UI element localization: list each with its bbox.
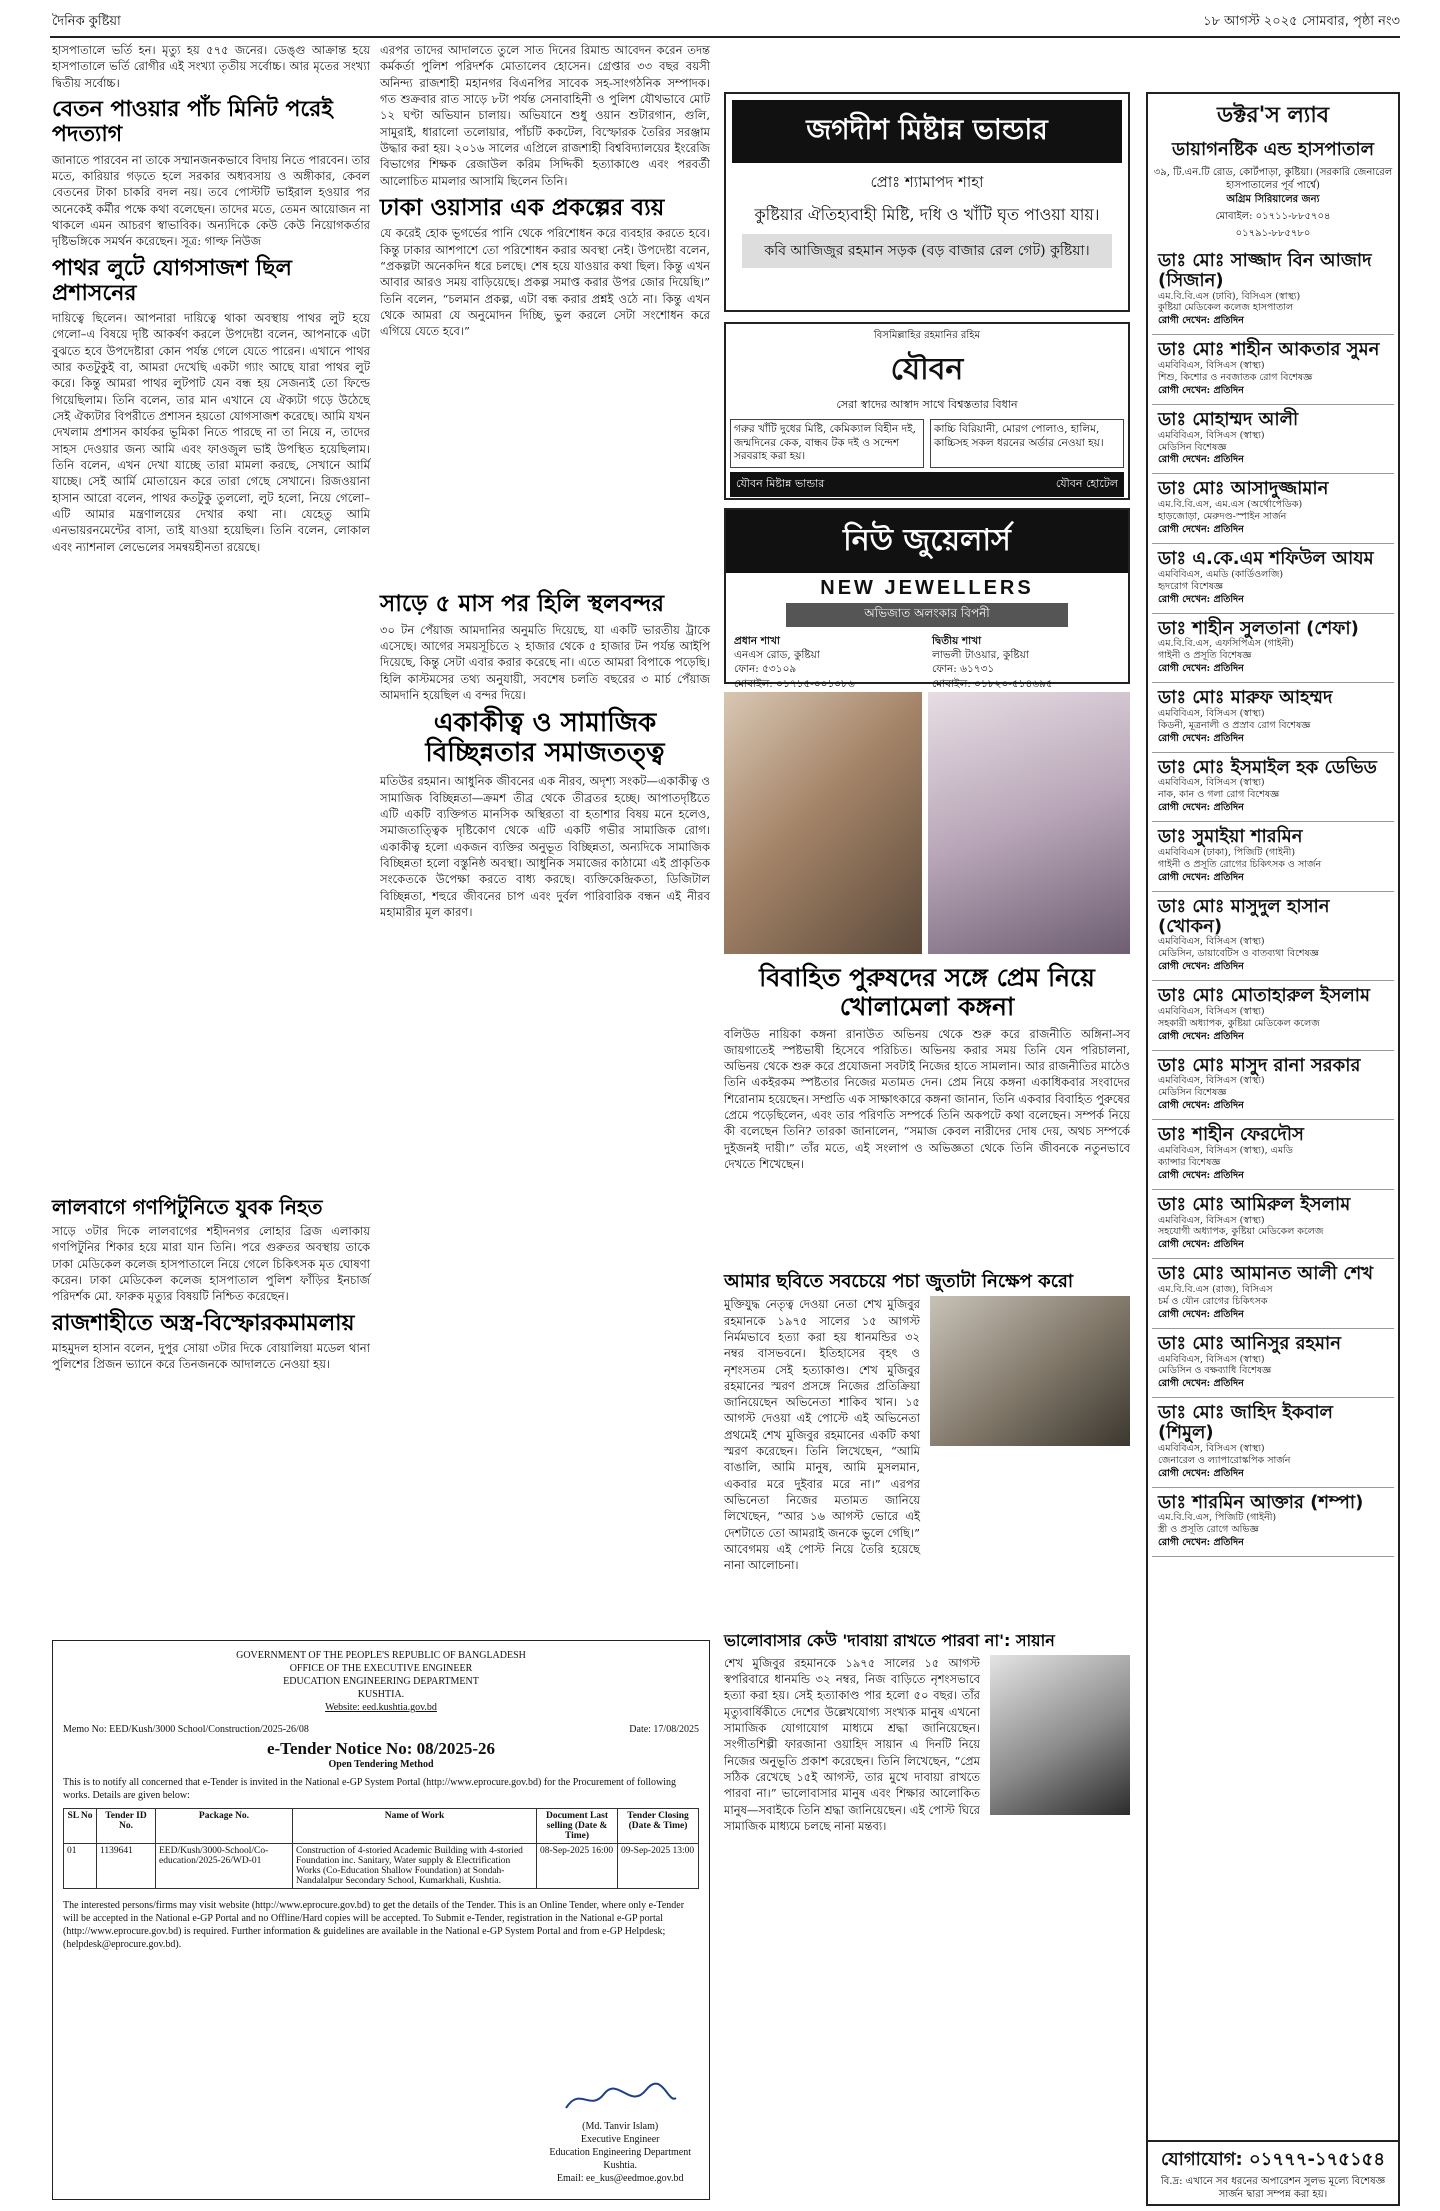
ad-owner: প্রোঃ শ্যামাপদ শাহা xyxy=(870,173,984,191)
table-header: Tender Closing (Date & Time) xyxy=(618,1809,699,1844)
column-2 xyxy=(380,42,710,1632)
hospital-ad xyxy=(1146,92,1400,2202)
article-headline: পাথর লুটে যোগসাজশ ছিল প্রশাসনের xyxy=(52,255,292,306)
article-headline: বিবাহিত পুরুষদের সঙ্গে প্রেম নিয়ে খোলামেলা কঙ্গনা xyxy=(759,963,1095,1021)
intro-text: হাসপাতালে ভর্তি হন। মৃত্যু হয় ৫৭৫ জনের। ডেঙ্গু আক্রান্ত হয়ে হাসপাতালে ভর্তি রোগীর এই সংখ্যা তৃতীয় সর্বোচ্চ। আর মৃতের সংখ্যা দ্বিতীয় সর্বোচ্চ। xyxy=(52,43,370,90)
article-headline: সাড়ে ৫ মাস পর হিলি স্থলবন্দর xyxy=(380,591,665,618)
memo-no: Memo No: EED/Kush/3000 School/Construction/2025-26/08 xyxy=(63,1724,309,1735)
article-body: মুক্তিযুদ্ধ নেতৃত্ব দেওয়া নেতা শেখ মুজিবুর রহমানকে ১৯৭৫ সালের ১৫ আগস্ট নির্মমভাবে হত্যা করা হয় ধানমন্ডির ৩২ নম্বর বাসভবনে। ইতিহাসের বৃহৎ ও নৃশংসতম সেই হত্যাকাণ্ড। শেখ মুজিবুর রহমানের স্মরণ প্রসঙ্গে নিজের প্রতিক্রিয়া জানিয়েছেন অভিনেতা শাকিব খান। ১৫ আগস্ট দেওয়া এই পোস্টে এই অভিনেতা প্রথমেই শেখ মুজিবুর রহমানের একটি কথা স্মরণ করেছেন। তিনি লিখেছেন, “আমি বাঙালি, আমি মানুষ, আমি মুসলমান, একবার মরে দুইবার মরে না।” এরপর অভিনেতা নিজের মতামত জানিয়ে লিখেছেন, “আর ১৬ আগস্ট ভোরে এই দেশটাতে তো আমরাই জনকে ভুলে গেছি।” আবেগময় এই পোস্ট নিয়ে তৈরি হয়েছে নানা আলোচনা। xyxy=(724,1297,920,1573)
table-cell: 08-Sep-2025 16:00 xyxy=(537,1844,618,1889)
article-body: জানাতে পারবেন না তাকে সম্মানজনকভাবে বিদায় নিতে পারবেন। তার মতে, কারিয়ার গড়তে হলে সরকার অধ্যবসায় ও অঙ্গীকার, কেবল বেতনের টাকা চাকরি বদল নয়। তবে পোস্টটি ভাইরাল হওয়ার পর অনেকেই কর্মীর পক্ষে কথা বলেছেন। তাদের মতে, তেমন আয়োজন না থাকলে এমন আচরণ স্বাভাবিক। অন্যদিকে কেউ কেউ নিয়োগকর্তার দৃষ্টিভঙ্গিকে সমর্থন করেছেন। সূত্র: গাল্ফ নিউজ xyxy=(52,152,370,249)
article-headline: বেতন পাওয়ার পাঁচ মিনিট পরেই পদত্যাগ xyxy=(52,96,333,148)
table-header: Package No. xyxy=(156,1809,293,1844)
article-body: মতিউর রহমান। আধুনিক জীবনের এক নীরব, অদৃশ্য সংকট—একাকীত্ব ও সামাজিক বিচ্ছিন্নতা—ক্রমশ তীব্র থেকে তীব্রতর হচ্ছে। আপাতদৃষ্টিতে এটি একটি ব্যক্তিগত মানসিক অস্থিরতা বা হতাশার বিষয় মনে হলেও, সমাজতাত্ত্বিক দৃষ্টিকোণ থেকে এটি একটি গভীর সামাজিক রোগ। একাকীত্ব হলো একজন ব্যক্তির অনুভূত বিচ্ছিন্নতা, অন্যদিকে সামাজিক বিচ্ছিন্নতা হলো বস্তুনিষ্ঠ অবস্থা। আধুনিক সমাজের কাঠামো এই প্রাকৃতিক সংকেতকে উপেক্ষা করতে বাধ্য করছে। ব্যক্তিকেন্দ্রিকতা, ডিজিটাল বিচ্ছিন্নতা, শহুরে জীবনের চাপ এবং দুর্বল পারিবারিক বন্ধন এই নীরব মহামারীর মূল কারণ। xyxy=(380,774,710,919)
doctor-card: ডাঃ শাহীন ফেরদৌস এমবিবিএস, বিসিএস (স্বাস্থ্য), এমডি ক্যান্সার বিশেষজ্ঞ রোগী দেখেন: প্রতিদিন xyxy=(1152,1120,1394,1190)
newspaper-name: দৈনিক কুষ্টিয়া xyxy=(52,14,121,29)
doctor-card: ডাঃ মোঃ মোতাহারুল ইসলাম এমবিবিএস, বিসিএস (স্বাস্থ্য) সহকারী অধ্যাপক, কুষ্টিয়া মেডিকেল কলেজ রোগী দেখেন: প্রতিদিন xyxy=(1152,981,1394,1051)
signer-place: Kushtia. xyxy=(603,2160,637,2171)
article-headline: লালবাগে গণপিটুনিতে যুবক নিহত xyxy=(52,1195,323,1220)
doctor-card: ডাঃ এ.কে.এম শফিউল আযম এমবিবিএস, এমডি (কার্ডিওলজি) হৃদরোগ বিশেষজ্ঞ রোগী দেখেন: প্রতিদিন xyxy=(1152,544,1394,614)
ad-footer-right: যৌবন হোটেল xyxy=(1055,476,1118,490)
article-headline: আমার ছবিতে সবচেয়ে পচা জুতাটা নিক্ষেপ করো xyxy=(724,1270,1074,1292)
actress-photo-left xyxy=(724,692,922,954)
branch-mobile: মোবাইল: ০১৮২০-৫১৪৬৯৫ xyxy=(932,677,1053,690)
article-body: বলিউড নায়িকা কঙ্গনা রানাউত অভিনয় থেকে শুরু করে রাজনীতি অঙ্গিনা-সব জায়গাতেই স্পষ্টভাষী হিসেবে পরিচিত। অভিনয় করার সময় তিনি যেন পরিচালনা, অভিনয় থেকে শুরু করে প্রযোজনা সবটাই নিজের হাতে সামলান। আর রাজনীতির মাঠেও তিনি একইরকম স্পষ্টতার নিজের মতামত দেন। প্রেম নিয়ে কঙ্গনা একাধিকবার সংবাদের শিরোনাম হয়েছেন। সম্প্রতি এক সাক্ষাৎকারে কঙ্গনা জানান, তিনি একবার বিবাহিত পুরুষের প্রেমে পড়েছিলেন, এবং তার পরিণতি সম্পর্কে তিনি অকপটে কথা বলেছেন। সম্পর্ক নিয়ে কী বলেছেন তিনি? তারকা জানালেন, “সমাজ কেবল নারীদের দোষ দেয়, অথচ সম্পর্কে দুইজনই দায়ী।” তাঁর মতে, এই সংলাপ ও অভিজ্ঞতা থেকে তিনি জীবনকে নতুনভাবে দেখতে শিখেছেন। xyxy=(724,1026,1130,1172)
column-1 xyxy=(52,42,370,1632)
branch-phone: ফোন: ৫৩১০৯ xyxy=(734,663,797,676)
table-header: Document Last selling (Date & Time) xyxy=(537,1809,618,1844)
branch-address: লাভলী টাওয়ার, কুষ্টিয়া xyxy=(932,649,1029,662)
hospital-footer xyxy=(1146,2140,1400,2206)
ad-title: যৌবন xyxy=(890,352,964,387)
table-header: SL No xyxy=(64,1809,97,1844)
doctor-card: ডাঃ সুমাইয়া শারমিন এমবিবিএস (ঢাকা), পিজিটি (গাইনী) গাইনী ও প্রসূতি রোগের চিকিৎসক ও সার্জন রোগী দেখেন: প্রতিদিন xyxy=(1152,822,1394,892)
article-headline: রাজশাহীতে অস্ত্র-বিস্ফোরকমামলায় xyxy=(52,1310,355,1336)
masthead-rule xyxy=(50,36,1400,38)
signer-dept: Education Engineering Department xyxy=(549,2147,691,2158)
table-cell: 1139641 xyxy=(97,1844,156,1889)
doctor-card: ডাঃ শারমিন আক্তার (শম্পা) এম.বি.বি.এস, পিজিটি (গাইনী) স্ত্রী ও প্রসূতি রোগে অভিজ্ঞ রোগী দেখেন: প্রতিদিন xyxy=(1152,1488,1394,1558)
contact-line: যোগাযোগ: ০১৭৭৭-১৭৫১৫৪ xyxy=(1160,2149,1386,2170)
tender-notice xyxy=(52,1640,710,2200)
signer-name: (Md. Tanvir Islam) xyxy=(582,2121,659,2132)
signer-title: Executive Engineer xyxy=(580,2134,660,2145)
place-line: KUSHTIA. xyxy=(357,1689,405,1700)
article-body: সাড়ে ৩টার দিকে লালবাগের শহীদনগর লোহার ব্রিজ এলাকায় গণপিটুনির শিকার হয়ে মারা যান তিনি। পরে গুরুতর অবস্থায় তাকে ঢাকা মেডিকেল কলেজ হাসপাতালে নিয়ে গেলে চিকিৎসক মৃত ঘোষণা করেন। ঢাকা মেডিকেল কলেজ হাসপাতাল পুলিশ ফাঁড়ির ইনচার্জ পরিদর্শক মো. ফারুক মৃত্যুর বিষয়টি নিশ্চিত করেছেন। xyxy=(52,1224,370,1304)
doctor-card: ডাঃ মোঃ মাসুদুল হাসান (খোকন) এমবিবিএস, বিসিএস (স্বাস্থ্য) মেডিসিন, ডায়াবেটিস ও বাতব্যথা বিশেষজ্ঞ রোগী দেখেন: প্রতিদিন xyxy=(1152,892,1394,981)
sweets-ad xyxy=(724,92,1130,312)
tender-footer: The interested persons/firms may visit website (http://www.eprocure.gov.bd) to get the details of the Tender. This is an Online Tender, where only e-Tender will be accepted in the National e-GP Portal and no Offline/Hard copies will be accepted. To Submit e-Tender, registration in the National e-GP portal (http://www.eprocure.gov.bd) is required. Further information & guidelines are available in the National e-GP System Portal and from e-GP Helpdesk; (helpdesk@eprocure.gov.bd). xyxy=(63,1900,685,1950)
doctor-card: ডাঃ মোঃ আসাদুজ্জামান এম.বি.বি.এস, এম.এস (অর্থোপেডিক) হাড়জোড়া, মেরুদণ্ড-স্পাইন সার্জন রোগী দেখেন: প্রতিদিন xyxy=(1152,474,1394,544)
ad-title: নিউ জুয়েলার্স xyxy=(726,510,1128,573)
branch-mobile: মোবাইল: ০১৭১৫-০০১০৮৬ xyxy=(734,677,855,690)
actor-photo xyxy=(930,1296,1130,1446)
ad-header: বিসমিল্লাহির রহমানির রহিম xyxy=(873,330,981,341)
notice-date: Date: 17/08/2025 xyxy=(629,1724,699,1735)
branch-phone: ফোন: ৬১৭৩১ xyxy=(932,663,995,676)
singer-photo xyxy=(990,1655,1130,1815)
doctor-card: ডাঃ মোঃ আনিসুর রহমান এমবিবিএস, বিসিএস (স্বাস্থ্য) মেডিসিন ও বক্ষব্যাধি বিশেষজ্ঞ রোগী দেখেন: প্রতিদিন xyxy=(1152,1329,1394,1399)
table-cell: 01 xyxy=(64,1844,97,1889)
article-body: দায়িত্বে ছিলেন। আপনারা দায়িত্বে থাকা অবস্থায় পাথর লুট হয়ে গেলো–এ বিষয়ে দৃষ্টি আকর্ষণ করলে উপদেষ্টা বলেন, আপনাকে এটা বুঝতে হবে উপদেষ্টারা কোন পর্যন্ত গেলে যেতে পারেন। এখানে পাথর আর কতটুকুই বা, আমরা দেখেছি একটা গ্যাং আছে যারা পাথর লুট করে। কিন্তু আমরা পাথর লুটপাট যেন বন্ধ হয় সেজন্যই তো ফিল্ডে গিয়েছিলাম। তিনি বলেন, তার মান এখানে যে ঐক্যটা গড়ে উঠেছে সেই ঐক্যটার বিপরীতে প্রশাসন হয়তো যোগসাজশ করেছে। আমি যখন দেখলাম প্রশাসন কার্যকর ভূমিকা নিতে পারছে না তা নিয়ে ন, তাদের সাহস দেওয়ার জন্য আমি এবং ফাওজুল ভাই উপস্থিত হয়েছিলাম। তিনি বলেন, এখন দেখা যাচ্ছে তারা মামলা করছে, সেখানে আর্মি যাচ্ছে। সেই আর্মি মোতায়েন করে তারা গেছে সেখানে। রিজওয়ানা হাসান আরো বলেন, পাথর কতটুকু তুললো, লুট হলো, নিয়ে গেলো–এটি আমার মন্ত্রণালয়ের দেখার কথা না। যেহেতু আমি এনভায়রনমেন্টের বাসা, তাই যাওয়া হয়েছিল। তিনি বলেন, লোকাল এবং ন্যাশনাল লেভেলের সমন্বয়হীনতা রয়েছে। xyxy=(52,311,370,554)
column-3 xyxy=(724,958,1130,2208)
tender-title: e-Tender Notice No: 08/2025-26 xyxy=(266,1739,496,1758)
table-row xyxy=(64,1844,699,1889)
ad-title-en: NEW JEWELLERS xyxy=(820,577,1034,599)
branch-address: এনএস রোড, কুষ্টিয়া xyxy=(734,649,820,662)
phone-label: অগ্রিম সিরিয়ালের জন্য xyxy=(1226,194,1320,205)
article-body: শেখ মুজিবুর রহমানকে ১৯৭৫ সালের ১৫ আগস্ট স্বপরিবারে ধানমন্ডি ৩২ নম্বর, নিজ বাড়িতে নৃশংসভাবে হত্যা করা হয়। সেই হত্যাকাণ্ড পার হলো ৫০ বছর। তাঁর মৃত্যুবার্ষিকীতে দেশের উল্লেখযোগ্য সংখ্যক মানুষ এখনো সামাজিক যোগাযোগ মাধ্যমে শ্রদ্ধা জানিয়েছেন। সংগীতশিল্পী ফারজানা ওয়াহিদ সায়ান এ দিনটি নিয়ে নিজের অনুভূতি প্রকাশ করেছেন। তিনি লিখেছেন, “প্রেম সঠিক রেখেছে ১৫ই আগস্ট, তার মুখে দাবায়া রাখতে পারবা না।” ভালোবাসার মানুষ এবং শিক্ষার আলোকিত মানুষ—সবাইকে তিনি শ্রদ্ধা জানিয়েছেন। এই পোস্ট ঘিরে সামাজিক মাধ্যমে চলছে নানা মন্তব্য। xyxy=(724,1655,980,1833)
branch-label: প্রধান শাখা xyxy=(734,635,780,647)
dept-line: EDUCATION ENGINEERING DEPARTMENT xyxy=(283,1676,479,1687)
intro-text: এরপর তাদের আদালতে তুলে সাত দিনের রিমান্ড আবেদন করেন তদন্ত কর্মকর্তা পুলিশ পরিদর্শক মোতালেব হোসেন। গ্রেপ্তার ৩৩ বছর বয়সী অনিন্দ্য রাজশাহী মহানগর বিএনপির সাবেক সহ-সাংগঠনিক সম্পাদক। গত শুক্রবার রাত সাড়ে ৮টা পর্যন্ত সেনাবাহিনী ও পুলিশ যৌথভাবে মোট ১২ ঘণ্টা অভিযান চালায়। অভিযানে শুধু ওয়ান শুটারগান, গুলি, সামুরাই, ধারালো তলোয়ার, পাঁচটি ককটেল, বিস্ফোরক তৈরির সরঞ্জাম উদ্ধার করা হয়। ২০১৬ সালের এপ্রিলে রাজশাহী বিশ্ববিদ্যালয়ের ইংরেজি বিভাগের শিক্ষক রেজাউল করিম সিদ্দিকী হত্যাকাণ্ডে এবং পরবর্তী আলোচিত মামলার আসামি ছিলেন তিনি। xyxy=(380,43,710,188)
doctor-card: ডাঃ মোঃ মারুফ আহম্মদ এমবিবিএস, বিসিএস (স্বাস্থ্য) কিডনী, মূত্রনালী ও প্রস্রাব রোগ বিশেষজ্ঞ রোগী দেখেন: প্রতিদিন xyxy=(1152,683,1394,753)
phone-2: ০১৭৯১-৮৮৫৭৮০ xyxy=(1235,228,1311,239)
signature-mark xyxy=(560,2082,680,2116)
ad-subtitle: সেরা স্বাদের আস্বাদ সাথে বিশ্বস্ততার বিধান xyxy=(836,398,1018,411)
jewellers-ad xyxy=(724,508,1130,690)
tender-method: Open Tendering Method xyxy=(328,1759,434,1770)
article-headline: ঢাকা ওয়াসার এক প্রকল্পের ব্যয় xyxy=(380,194,665,221)
tender-intro: This is to notify all concerned that e-Tender is invited in the National e-GP System Portal (http://www.eprocure.gov.bd) for the Procurement of following works. Details are given below: xyxy=(63,1777,677,1801)
tender-table xyxy=(63,1808,699,1889)
doctor-card: ডাঃ মোঃ জাহিদ ইকবাল (শিমুল) এমবিবিএস, বিসিএস (স্বাস্থ্য) জেনারেল ও ল্যাপারোস্কপিক সার্জন রোগী দেখেন: প্রতিদিন xyxy=(1152,1398,1394,1487)
doctor-card: ডাঃ মোঃ ইসমাইল হক ডেভিড এমবিবিএস, বিসিএস (স্বাস্থ্য) নাক, কান ও গলা রোগ বিশেষজ্ঞ রোগী দেখেন: প্রতিদিন xyxy=(1152,753,1394,823)
ad-address: কবি আজিজুর রহমান সড়ক (বড় বাজার রেল গেট) কুষ্টিয়া। xyxy=(742,234,1112,268)
hospital-title: ডক্টর'স ল্যাব xyxy=(1217,103,1329,128)
article-headline: ভালোবাসার কেউ 'দাবায়া রাখতে পারবা না': সায়ান xyxy=(724,1631,1055,1651)
doctor-card: ডাঃ মোঃ মাসুদ রানা সরকার এমবিবিএস, বিসিএস (স্বাস্থ্য) মেডিসিন বিশেষজ্ঞ রোগী দেখেন: প্রতিদিন xyxy=(1152,1051,1394,1121)
doctor-card: ডাঃ মোঃ সাজ্জাদ বিন আজাদ (সিজান) এম.বি.বি.এস (ঢাবি), বিসিএস (স্বাস্থ্য) কুষ্টিয়া মেডিকেল কলেজ হাসপাতাল রোগী দেখেন: প্রতিদিন xyxy=(1152,246,1394,335)
article-headline: একাকীত্ব ও সামাজিক বিচ্ছিন্নতার সমাজতত্ত্ব xyxy=(425,708,665,769)
note-line: বি.দ্র: এখানে সব ধরনের অপারেশন সুলভ মূল্যে বিশেষজ্ঞ সার্জন দ্বারা সম্পন্ন করা হয়। xyxy=(1160,2176,1386,2200)
signature-block xyxy=(549,2082,691,2185)
page-date: ১৮ আগস্ট ২০২৫ সোমবার, পৃষ্ঠা নং৩ xyxy=(1203,14,1400,29)
doctor-card: ডাঃ মোঃ শাহীন আকতার সুমন এমবিবিএস, বিসিএস (স্বাস্থ্য) শিশু, কিশোর ও নবজাতক রোগ বিশেষজ্ঞ রোগী দেখেন: প্রতিদিন xyxy=(1152,335,1394,405)
actress-photo-right xyxy=(928,692,1130,954)
table-header: Tender ID No. xyxy=(97,1809,156,1844)
website-link[interactable]: Website: eed.kushtia.gov.bd xyxy=(325,1702,437,1713)
table-cell: Construction of 4-storied Academic Building with 4-storied Foundation inc. Sanitary, Water supply & Electrification Works (Co-Education Shallow Foundation) at Sondah-Nandalalpur Secondary School, Kumarkhali, Kushtia. xyxy=(293,1844,537,1889)
gov-line: GOVERNMENT OF THE PEOPLE'S REPUBLIC OF BANGLADESH xyxy=(236,1650,526,1661)
office-line: OFFICE OF THE EXECUTIVE ENGINEER xyxy=(289,1663,473,1674)
table-header: Name of Work xyxy=(293,1809,537,1844)
table-cell: 09-Sep-2025 13:00 xyxy=(618,1844,699,1889)
ad-tagline: অভিজাত অলংকার বিপনী xyxy=(786,603,1068,627)
ad-footer-left: যৌবন মিষ্টান্ন ভান্ডার xyxy=(736,476,825,490)
article-body: যে করেই হোক ভূগর্ভের পানি থেকে পরিশোধন করে ব্যবহার করতে হবে। কিন্তু ঢাকার আশপাশে তো পরিশোধন করার অবস্থা নেই। উপদেষ্টা বলেন, “প্রকল্পটা অনেকদিন ধরে চলছে। শেষ হয়ে যাওয়ার কথা ছিল। কিন্তু এখন আবার আরও সময় বাড়িয়েছে। প্রকল্প সমাপ্ত করার উপর জোর দিয়েছি।” তিনি বলেন, “চলমান প্রকল্প, এটা বন্ধ করার প্রশ্নই ওঠে না। কিন্তু এখন থেকে আমরা যে অনুমোদন দিচ্ছি, ভুল করলে সেটা সংশোধন করে এগিয়ে যেতে হবে।” xyxy=(380,226,710,339)
hospital-subtitle: ডায়াগনষ্টিক এন্ড হাসপাতাল xyxy=(1171,139,1375,160)
article-body: ৩০ টন পেঁয়াজ আমদানির অনুমতি দিয়েছে, যা একটি ভারতীয় ট্রাকে এসেছে। আগের সময়সূচিতে ২ হাজার থেকে ৫ হাজার টন পর্যন্ত আইপি দিয়েছে, কিন্তু সেটা এবার করার করেছে না। এতে আমরা বিপাকে পড়েছি। হিলি কাস্টমসের তথ্য অনুযায়ী, সবশেষ চলতি বছরের ৩ মার্চ পেঁয়াজ আমদানি হয়েছিল এ বন্দর দিয়ে। xyxy=(380,622,710,703)
branch-label: দ্বিতীয় শাখা xyxy=(932,635,982,647)
doctor-card: ডাঃ মোঃ আমানত আলী শেখ এম.বি.বি.এস (রাজ), বিসিএস চর্ম ও যৌন রোগের চিকিৎসক রোগী দেখেন: প্রতিদিন xyxy=(1152,1259,1394,1329)
jouban-ad xyxy=(724,322,1130,500)
ad-tagline: কুষ্টিয়ার ঐতিহ্যবাহী মিষ্টি, দধি ও খাঁটি ঘৃত পাওয়া যায়। xyxy=(754,205,1100,224)
doctor-card: ডাঃ মোহাম্মদ আলী এমবিবিএস, বিসিএস (স্বাস্থ্য) মেডিসিন বিশেষজ্ঞ রোগী দেখেন: প্রতিদিন xyxy=(1152,405,1394,475)
hospital-address: ৩৯, টি.এন.টি রোড, কোর্টপাড়া, কুষ্টিয়া। (সরকারি জেনারেল হাসপাতালের পূর্ব পার্শ্বে) xyxy=(1153,167,1393,191)
phone-1: মোবাইল: ০১৭১১-৮৮৫৭০৪ xyxy=(1215,211,1331,222)
ad-right-text: কাচ্চি বিরিয়ানী, মোরগ পোলাও, হালিম, কাচ্চিসহ সকল ধরনের অর্ডার নেওয়া হয়। xyxy=(930,419,1124,468)
article-body: মাহমুদল হাসান বলেন, দুপুর সোয়া ৩টার দিকে বোয়ালিয়া মডেল থানা পুলিশের প্রিজন ভ্যানে করে তিনজনকে আদালতে নেওয়া হয়। xyxy=(52,1341,370,1372)
table-cell: EED/Kush/3000-School/Co-education/2025-26/WD-01 xyxy=(156,1844,293,1889)
doctor-card: ডাঃ শাহীন সুলতানা (শেফা) এম.বি.বি.এস, এফসিপিএস (গাইনী) গাইনী ও প্রসূতি বিশেষজ্ঞ রোগী দেখেন: প্রতিদিন xyxy=(1152,614,1394,684)
ad-title: জগদীশ মিষ্টান্ন ভান্ডার xyxy=(732,100,1122,163)
doctor-list xyxy=(1152,246,1394,1557)
ad-left-text: গরুর খাঁটি দুধের মিষ্টি, কেমিক্যাল বিহীন দই, জন্মদিনের কেক, বান্ধব টক দই ও সন্দেশ সরবরাহ করা হয়। xyxy=(730,419,924,468)
doctor-card: ডাঃ মোঃ আমিরুল ইসলাম এমবিবিএস, বিসিএস (স্বাস্থ্য) সহযোগী অধ্যাপক, কুষ্টিয়া মেডিকেল কলেজ রোগী দেখেন: প্রতিদিন xyxy=(1152,1190,1394,1260)
signer-email: Email: ee_kus@eedmoe.gov.bd xyxy=(556,2173,684,2184)
